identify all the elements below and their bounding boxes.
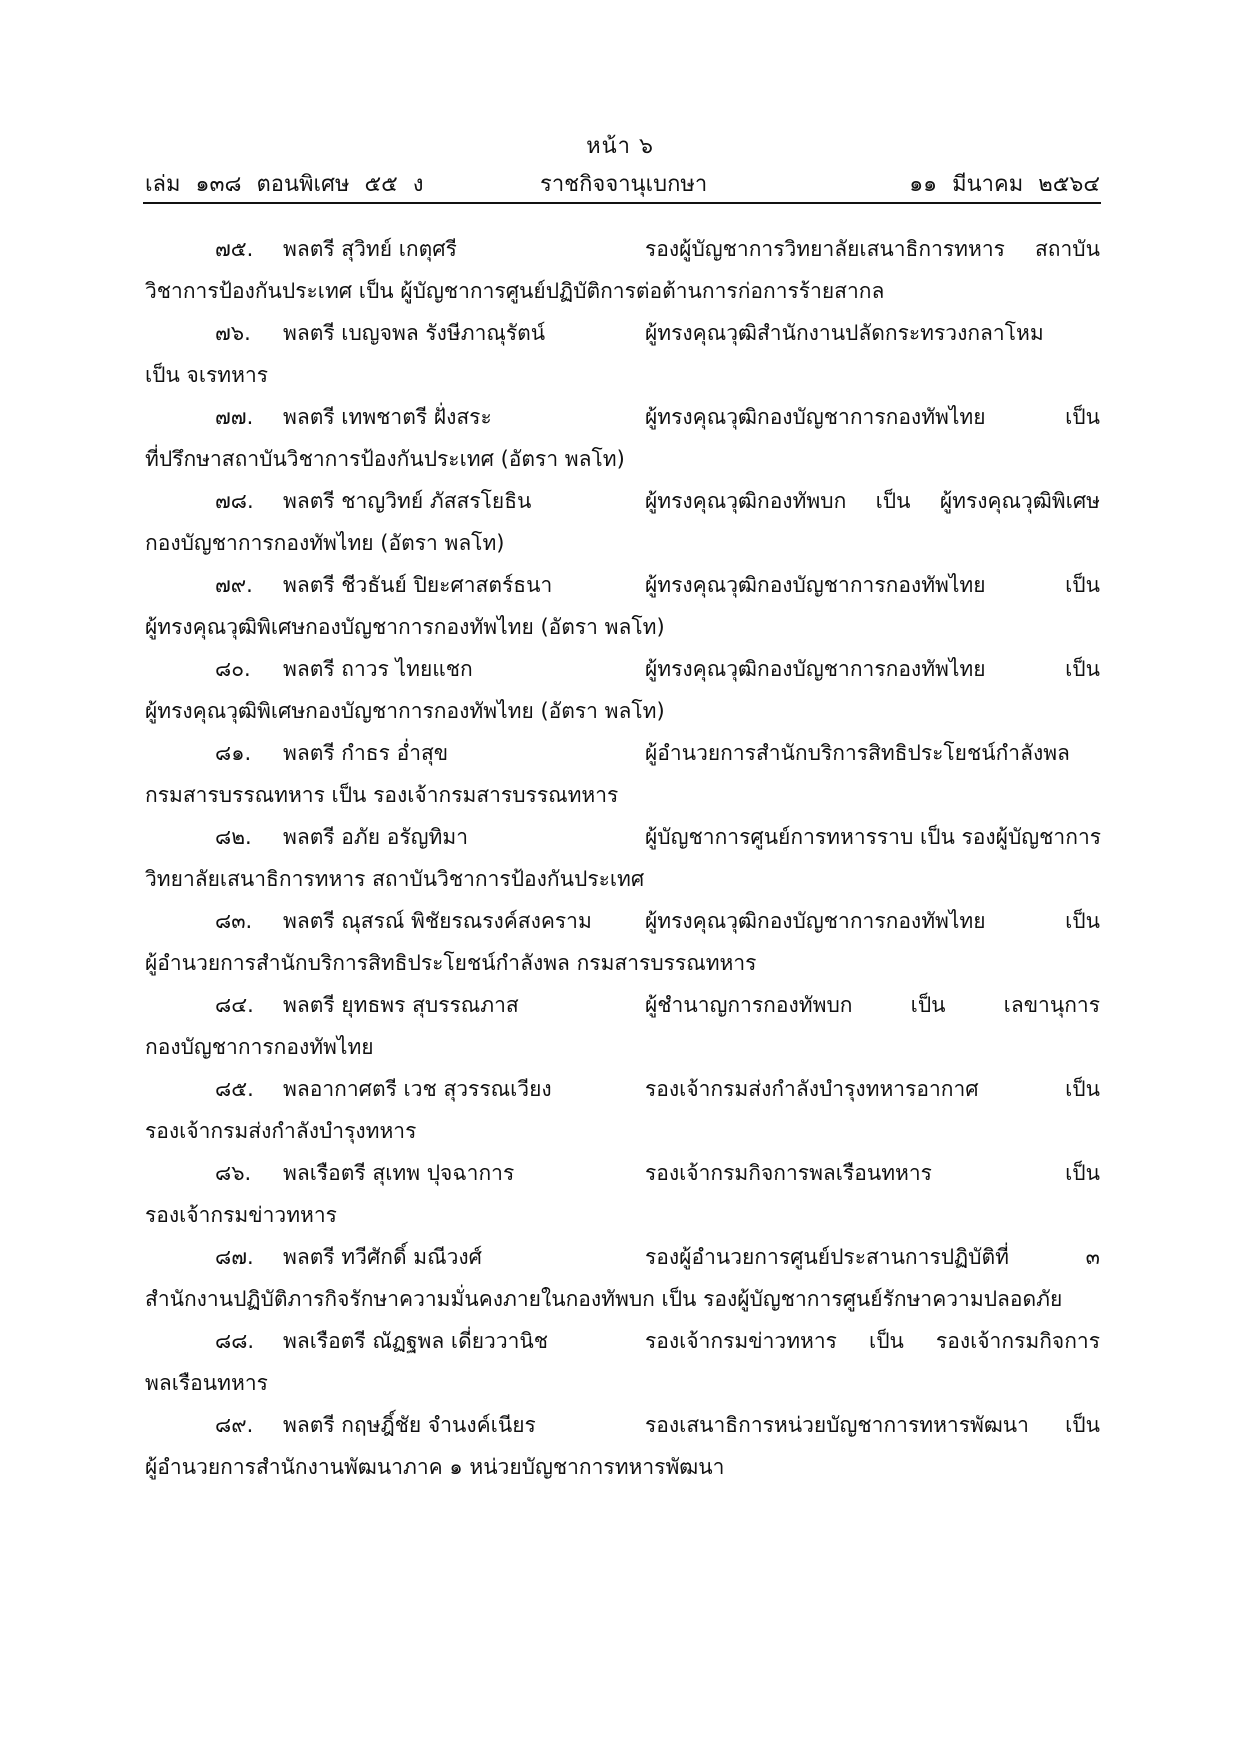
appointment-entry	[145, 821, 1100, 905]
entry-name: พลตรี เทพชาตรี ฝั่งสระ	[283, 405, 492, 429]
entry-continuation: รองเจ้ากรมส่งกำลังบำรุงทหาร	[145, 1119, 417, 1143]
entry-continuation: กองบัญชาการกองทัพไทย	[145, 1035, 374, 1059]
entry-name: พลอากาศตรี เวช สุวรรณเวียง	[283, 1077, 552, 1101]
entry-name: พลตรี ทวีศักดิ์ มณีวงศ์	[283, 1245, 482, 1269]
appointment-entry	[145, 737, 1100, 821]
entry-number: ๘๕.	[215, 1077, 254, 1101]
entry-number: ๘๘.	[215, 1329, 255, 1353]
entry-number: ๘๗.	[215, 1245, 254, 1269]
entry-name: พลตรี ชีวธันย์ ปิยะศาสตร์ธนา	[283, 573, 553, 597]
entry-number: ๗๗.	[215, 405, 254, 429]
appointment-entry	[145, 233, 1100, 317]
entry-number: ๘๐.	[215, 657, 251, 681]
entry-position: ผู้ทรงคุณวุฒิกองบัญชาการกองทัพไทย เป็น	[645, 405, 1100, 429]
volume-issue: เล่ม ๑๓๘ ตอนพิเศษ ๕๕ ง	[145, 172, 424, 197]
appointment-entry	[145, 905, 1100, 989]
entry-position: ผู้ชำนาญการกองทัพบก เป็น เลขานุการ	[645, 993, 1100, 1017]
entry-continuation: ผู้อำนวยการสำนักงานพัฒนาภาค ๑ หน่วยบัญชาการทหารพัฒนา	[145, 1455, 725, 1479]
appointment-entry	[145, 1409, 1100, 1493]
entry-number: ๘๔.	[215, 993, 254, 1017]
entry-position: รองผู้อำนวยการศูนย์ประสานการปฏิบัติที่ ๓	[645, 1245, 1100, 1269]
appointment-entry	[145, 401, 1100, 485]
gazette-title: ราชกิจจานุเบกษา	[540, 172, 708, 197]
entry-continuation: วิทยาลัยเสนาธิการทหาร สถาบันวิชาการป้องกันประเทศ	[145, 867, 645, 891]
entry-name: พลตรี กำธร อ่ำสุข	[283, 741, 449, 765]
appointment-entry	[145, 569, 1100, 653]
entry-position: ผู้ทรงคุณวุฒิกองบัญชาการกองทัพไทย เป็น	[645, 573, 1100, 597]
entry-position: รองเจ้ากรมข่าวทหาร เป็น รองเจ้ากรมกิจการ	[645, 1329, 1100, 1353]
entry-number: ๘๒.	[215, 825, 252, 849]
entry-number: ๗๘.	[215, 489, 254, 513]
appointment-entry	[145, 1157, 1100, 1241]
entry-position: รองเจ้ากรมส่งกำลังบำรุงทหารอากาศ เป็น	[645, 1077, 1100, 1101]
appointment-entry	[145, 989, 1100, 1073]
entry-name: พลตรี ณุสรณ์ พิชัยรณรงค์สงคราม	[283, 909, 592, 933]
entry-continuation: รองเจ้ากรมข่าวทหาร	[145, 1203, 337, 1227]
entry-name: พลตรี อภัย อรัญทิมา	[283, 825, 469, 849]
entry-position: ผู้อำนวยการสำนักบริการสิทธิประโยชน์กำลังพล	[645, 741, 1070, 765]
entry-continuation: ผู้ทรงคุณวุฒิพิเศษกองบัญชาการกองทัพไทย (อัตรา พลโท)	[145, 615, 665, 639]
entry-position: รองผู้บัญชาการวิทยาลัยเสนาธิการทหาร สถาบัน	[645, 237, 1100, 261]
entry-number: ๗๙.	[215, 573, 253, 597]
entry-name: พลตรี ชาญวิทย์ ภัสสรโยธิน	[283, 489, 532, 513]
appointment-entry	[145, 1073, 1100, 1157]
entry-name: พลตรี ถาวร ไทยแชก	[283, 657, 473, 681]
entry-position: ผู้ทรงคุณวุฒิกองบัญชาการกองทัพไทย เป็น	[645, 909, 1100, 933]
entry-continuation: กองบัญชาการกองทัพไทย (อัตรา พลโท)	[145, 531, 505, 555]
entry-name: พลตรี สุวิทย์ เกตุศรี	[283, 237, 457, 261]
appointment-entry	[145, 1325, 1100, 1409]
entry-name: พลตรี ยุทธพร สุบรรณภาส	[283, 993, 519, 1017]
appointment-list	[145, 233, 1100, 1493]
entry-continuation: พลเรือนทหาร	[145, 1371, 268, 1395]
entry-number: ๘๓.	[215, 909, 253, 933]
appointment-entry	[145, 653, 1100, 737]
entry-position: รองเจ้ากรมกิจการพลเรือนทหาร เป็น	[645, 1161, 1100, 1185]
entry-position: รองเสนาธิการหน่วยบัญชาการทหารพัฒนา เป็น	[645, 1413, 1100, 1437]
page-number: หน้า ๖	[586, 134, 654, 159]
entry-continuation: ผู้อำนวยการสำนักบริการสิทธิประโยชน์กำลังพล กรมสารบรรณทหาร	[145, 951, 757, 975]
publication-date: ๑๑ มีนาคม ๒๕๖๔	[909, 172, 1100, 197]
gazette-header	[145, 166, 1100, 200]
appointment-entry	[145, 485, 1100, 569]
entry-continuation: สำนักงานปฏิบัติภารกิจรักษาความมั่นคงภายในกองทัพบก เป็น รองผู้บัญชาการศูนย์รักษาความปลอดภัย	[145, 1287, 1063, 1311]
entry-continuation: วิชาการป้องกันประเทศ เป็น ผู้บัญชาการศูนย์ปฏิบัติการต่อต้านการก่อการร้ายสากล	[145, 279, 885, 303]
entry-position: ผู้ทรงคุณวุฒิสำนักงานปลัดกระทรวงกลาโหม	[645, 321, 1044, 345]
entry-continuation: เป็น จเรทหาร	[145, 363, 269, 387]
entry-position: ผู้ทรงคุณวุฒิกองทัพบก เป็น ผู้ทรงคุณวุฒิพิเศษ	[645, 489, 1100, 513]
entry-name: พลเรือตรี ณัฏฐพล เดี่ยววานิช	[283, 1329, 549, 1353]
entry-continuation: ผู้ทรงคุณวุฒิพิเศษกองบัญชาการกองทัพไทย (อัตรา พลโท)	[145, 699, 665, 723]
appointment-entry	[145, 1241, 1100, 1325]
entry-number: ๗๖.	[215, 321, 251, 345]
entry-number: ๘๑.	[215, 741, 252, 765]
entry-position: ผู้ทรงคุณวุฒิกองบัญชาการกองทัพไทย เป็น	[645, 657, 1100, 681]
entry-number: ๘๖.	[215, 1161, 252, 1185]
appointment-entry	[145, 317, 1100, 401]
entry-number: ๗๕.	[215, 237, 254, 261]
entry-number: ๘๙.	[215, 1413, 254, 1437]
entry-name: พลเรือตรี สุเทพ ปุจฉาการ	[283, 1161, 515, 1185]
entry-name: พลตรี กฤษฎิ์ชัย จำนงค์เนียร	[283, 1413, 536, 1437]
entry-continuation: ที่ปรึกษาสถาบันวิชาการป้องกันประเทศ (อัตรา พลโท)	[145, 447, 625, 471]
entry-name: พลตรี เบญจพล รังษีภาณุรัตน์	[283, 321, 546, 345]
entry-continuation: กรมสารบรรณทหาร เป็น รองเจ้ากรมสารบรรณทหาร	[145, 783, 619, 807]
header-divider	[143, 202, 1101, 204]
entry-position: ผู้บัญชาการศูนย์การทหารราบ เป็น รองผู้บัญชาการ	[645, 825, 1102, 849]
